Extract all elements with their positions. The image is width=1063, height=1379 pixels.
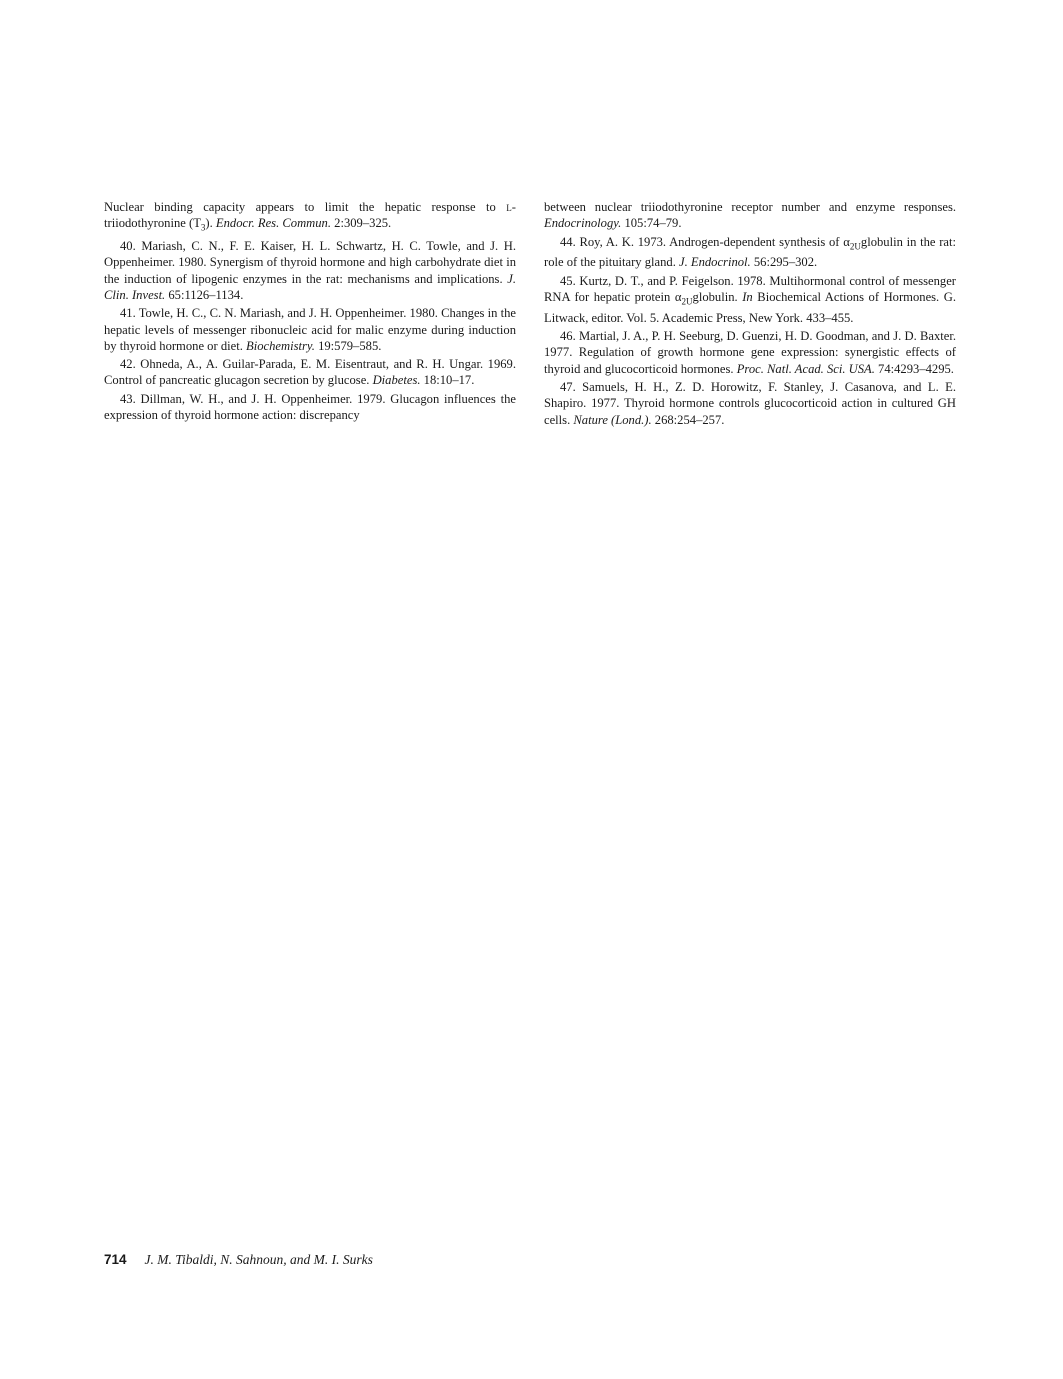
reference-text: globulin. [692,290,743,304]
reference-column-left [104,199,516,425]
reference-entry [544,234,956,271]
reference-entry [104,305,516,354]
citation-detail: 65:1126–1134. [165,288,244,302]
reference-entry [544,273,956,326]
journal-name: Biochemistry. [246,338,315,353]
journal-name: Nature (Lond.). [573,412,652,427]
reference-text: 44. Roy, A. K. 1973. Androgen-dependent synthesis of α [560,234,850,249]
citation-detail: 2:309–325. [331,216,392,231]
citation-detail: Biochemical Actions of Hormones. G. Litwack, editor. Vol. 5. Academic Press, New York. 433–455. [544,290,957,325]
citation-detail: 268:254–257. [651,412,725,427]
subscript: 2U [681,296,693,307]
reference-entry [104,391,516,424]
reference-text: Nuclear binding capacity appears to limit the hepatic response to [104,200,507,214]
reference-continuation [104,199,516,236]
citation-detail: 19:579–585. [314,338,382,353]
reference-text: 46. Martial, J. A., P. H. Seeburg, D. Guenzi, H. D. Goodman, and J. D. Baxter. 1977. Regulation of growth hormone gene expression: synergistic effects of thyroid and glucocorticoid hormones. [544,329,956,376]
reference-continuation [544,199,956,232]
reference-entry [544,379,956,428]
subscript: 3 [200,222,206,233]
reference-text: 47. Samuels, H. H., Z. D. Horowitz, F. Stanley, J. Casanova, and L. E. Shapiro. 1977. Thyroid hormone controls glucocorticoid action in cultured GH cells. [544,380,956,427]
reference-column-right [544,199,956,430]
citation-detail: 18:10–17. [420,373,475,388]
reference-text: -triiodothyronine (T [104,200,516,231]
journal-name: In [742,290,753,304]
reference-entry [544,328,956,377]
reference-text: 45. Kurtz, D. T., and P. Feigelson. 1978. Multihormonal control of messenger RNA for hepatic protein α [544,273,956,304]
reference-text: 42. Ohneda, A., A. Guilar-Parada, E. M. Eisentraut, and R. H. Ungar. 1969. Control of pancreatic glucagon secretion by glucose. [104,357,516,388]
page-footer [104,1252,373,1268]
reference-text: 41. Towle, H. C., C. N. Mariash, and J. H. Oppenheimer. 1980. Changes in the hepatic levels of messenger ribonucleic acid for malic enzyme during induction by thyroid hormone or diet. [104,306,516,353]
page-number: 714 [104,1252,127,1267]
running-footer-authors: J. M. Tibaldi, N. Sahnoun, and M. I. Surks [144,1252,373,1267]
journal-name: J. Clin. Invest. [104,271,516,302]
subscript: 2U [849,241,861,252]
reference-text: 40. Mariash, C. N., F. E. Kaiser, H. L. Schwartz, H. C. Towle, and J. H. Oppenheimer. 1980. Synergism of thyroid hormone and high carbohydrate diet in the induction of lipogenic enzymes in the rat: mechanisms and implications. [104,239,516,286]
citation-detail: 56:295–302. [750,255,818,270]
reference-text: 43. Dillman, W. H., and J. H. Oppenheimer. 1979. Glucagon influences the expression of thyroid hormone action: discrepancy [104,391,516,423]
reference-text: l [506,200,512,214]
citation-detail: 74:4293–4295. [874,361,954,376]
citation-detail: 105:74–79. [621,216,682,231]
reference-text: globulin in the rat: role of the pituitary gland. [544,234,957,270]
reference-entry [104,238,516,303]
journal-name: Proc. Natl. Acad. Sci. USA. [736,361,875,376]
journal-name: Diabetes. [372,373,421,388]
reference-text: between nuclear triiodothyronine receptor number and enzyme responses. [544,200,956,214]
journal-name: J. Endocrinol. [679,255,751,270]
reference-entry [104,356,516,389]
journal-name: Endocrinology. [544,216,622,231]
journal-name: Endocr. Res. Commun. [215,216,332,231]
reference-text: ). [205,216,216,231]
